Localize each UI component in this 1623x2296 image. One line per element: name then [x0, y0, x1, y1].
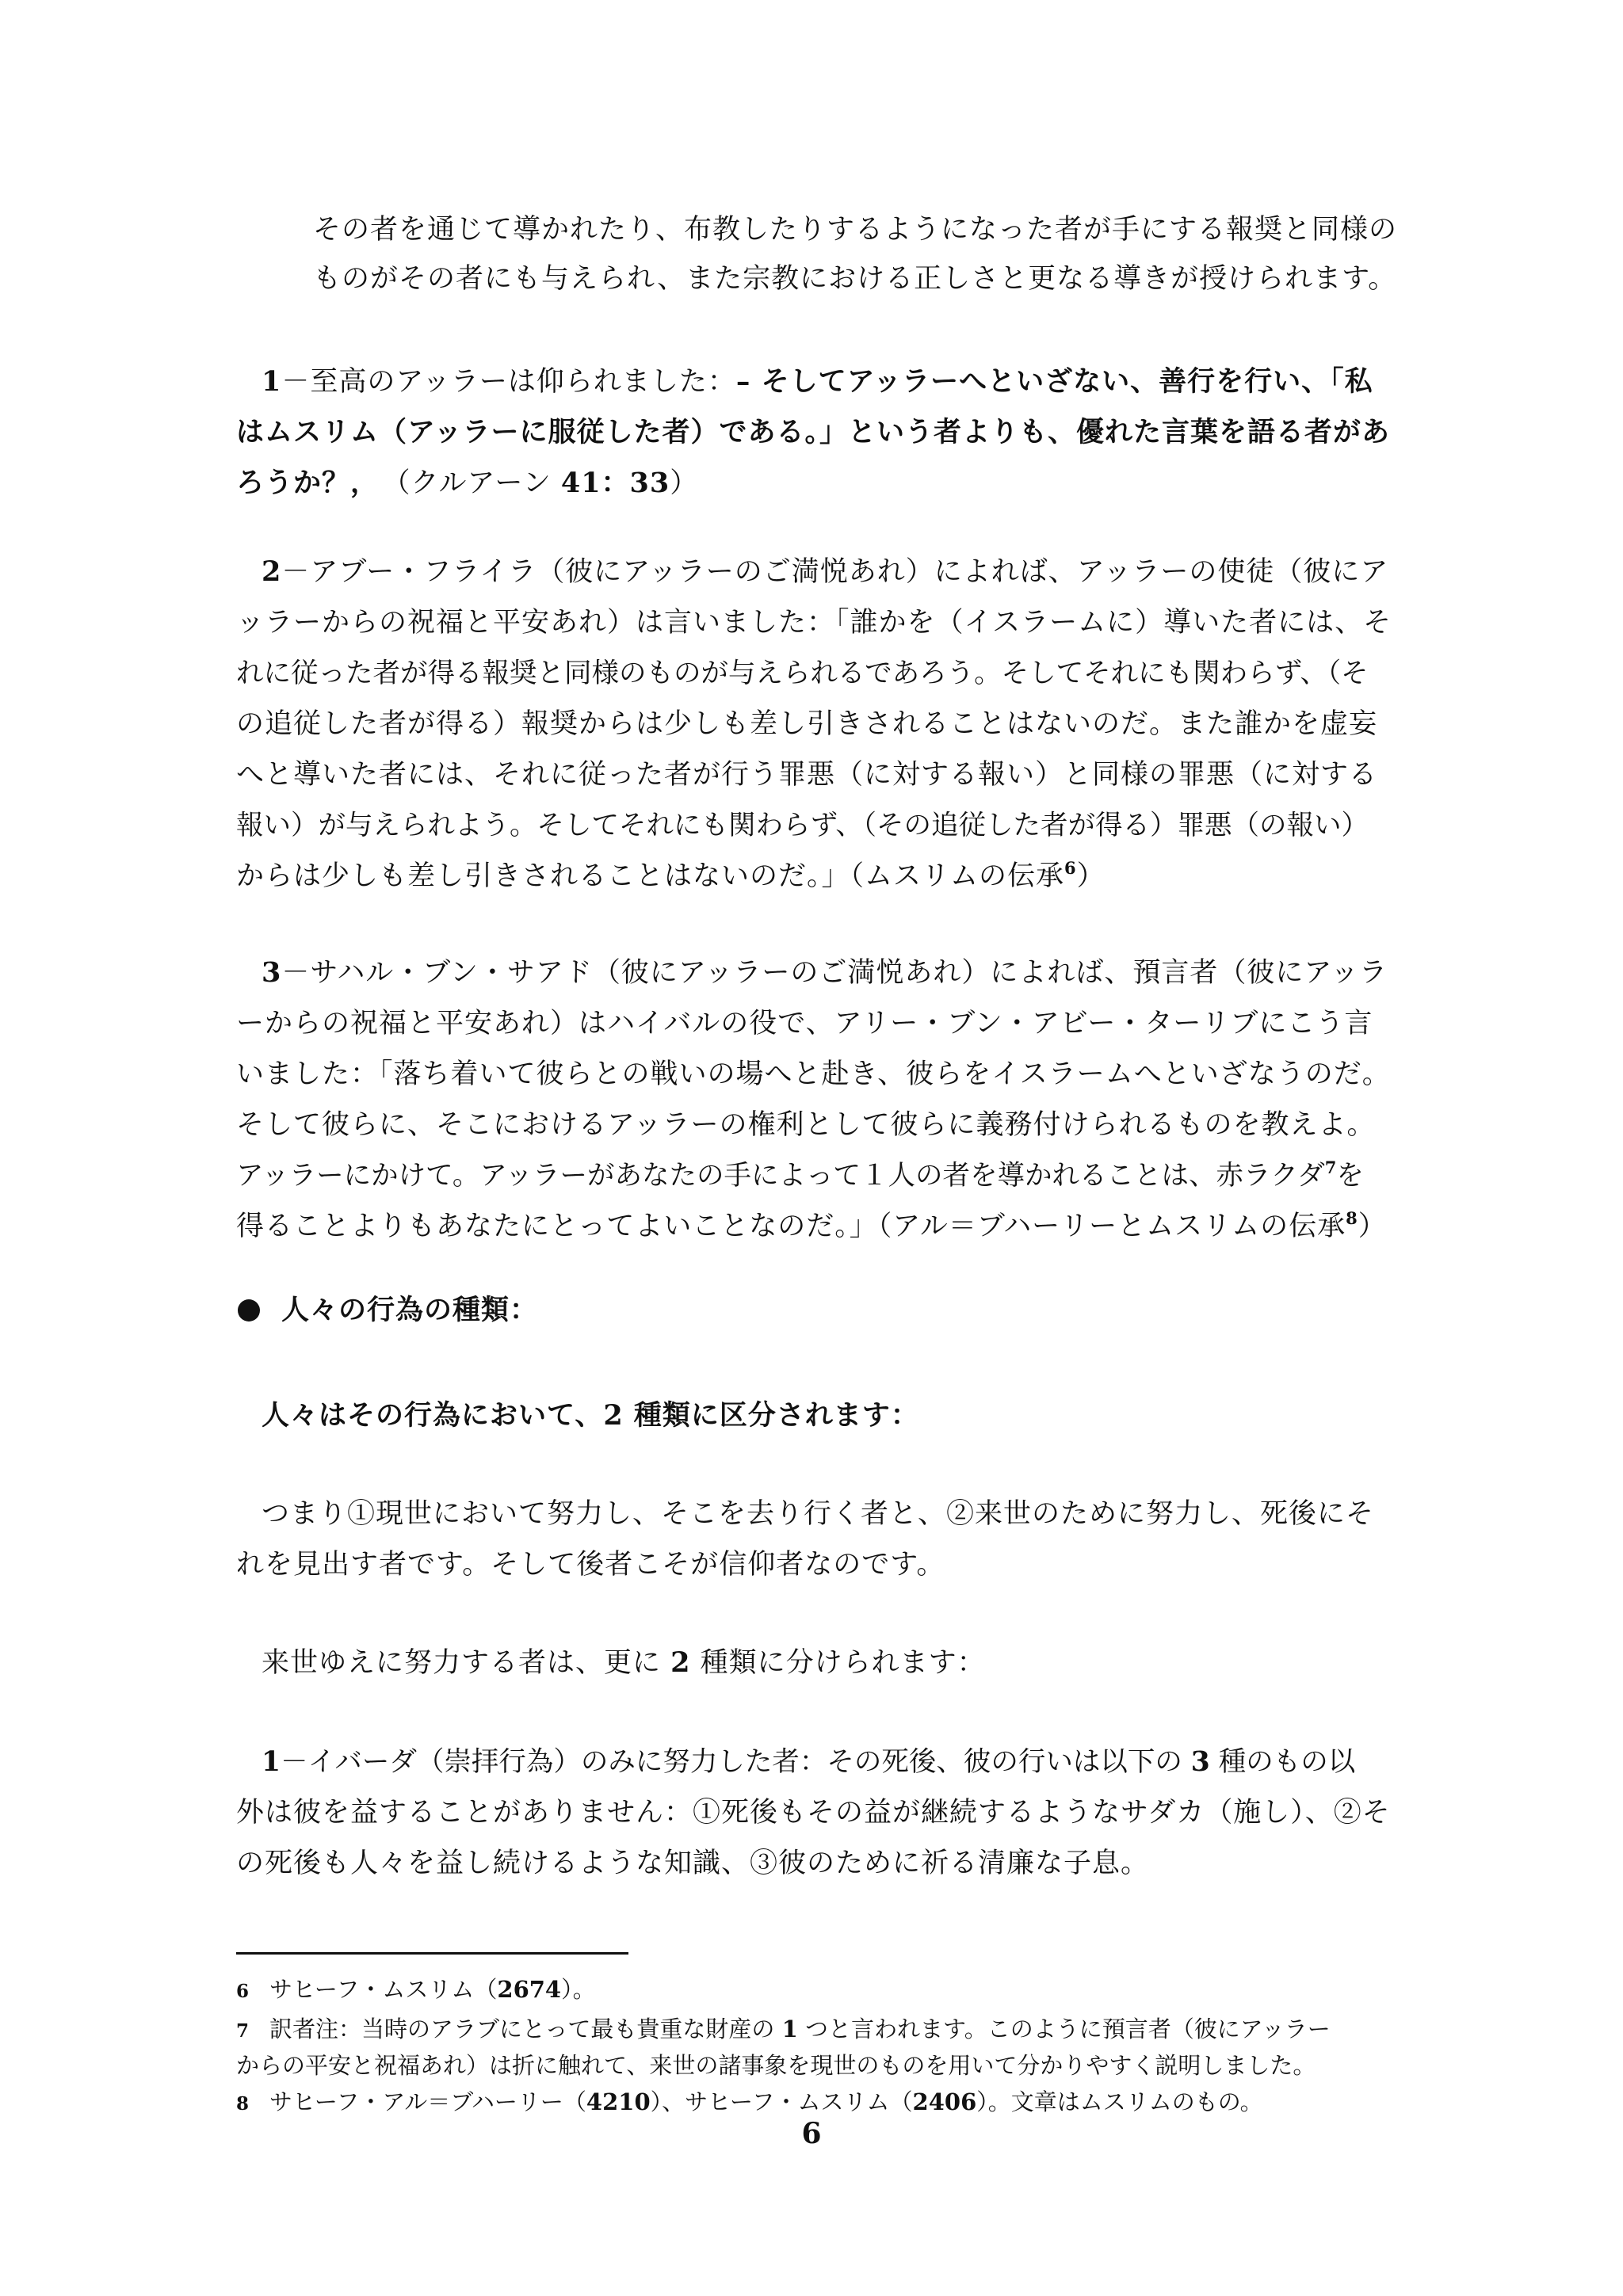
p2-text-7: からは少しも差し引きされることはないのだ。」（ムスリムの伝承 [236, 860, 1065, 892]
footnote-7 [236, 2011, 1331, 2047]
p6-number: 1 [262, 1746, 281, 1778]
subheading [262, 1390, 919, 1441]
page-number: 6 [801, 2117, 822, 2150]
subheading-text-a: 人々はその行為において、 [262, 1399, 604, 1432]
p3-number: 3 [262, 956, 282, 989]
p5-text-b: 種類に分けられます： [690, 1647, 986, 1679]
p1-intro-text: －至高のアッラーは仰られました： [281, 366, 736, 398]
footnote-text: ）。 [561, 1976, 596, 2003]
p2-line-5: へと導いた者には、それに従った者が行う罪悪（に対する報い）と同様の罪悪（に対する [236, 759, 1378, 791]
section-heading: 人々の行為の種類： [281, 1294, 539, 1326]
p2-line-6: 報い）が与えられよう。そしてそれにも関わらず、（その追従した者が得る）罪悪（の報い） [236, 810, 1369, 841]
p6-line-2: 外は彼を益することがありません：①死後もその益が継続するようなサダカ（施し）、②そ [236, 1797, 1391, 1829]
p2-text-1: －アブー・フライラ（彼にアッラーのご満悦あれ）によれば、アッラーの使徒（彼にア [281, 556, 1389, 588]
intro-line-1: その者を通じて導かれたり、布教したりするようになった者が手にする報奨と同様の [313, 214, 1398, 246]
p1-line-3 [236, 458, 698, 509]
p3-text-6: 得ることよりもあなたにとってよいことなのだ。」（アル＝ブハーリーとムスリムの伝承 [236, 1211, 1346, 1242]
p3-line-4: そして彼らに、そこにおけるアッラーの権利として彼らに義務付けられるものを教えよ。 [236, 1109, 1376, 1141]
footnote-7-continued: からの平安と祝福あれ）は折に触れて、来世の諸事象を現世のものを用いて分かりやすく説明しました。 [236, 2052, 1316, 2079]
p2-line-3: れに従った者が得る報奨と同様のものが与えられるであろう。そしてそれにも関わらず、（そ [236, 658, 1369, 689]
p4-line-2: れを見出す者です。そして後者こそが信仰者なのです。 [236, 1549, 945, 1581]
p2-line-1 [262, 547, 1388, 597]
citation-verse: 41：33 [560, 467, 670, 499]
bullet-icon [238, 1299, 260, 1322]
p3-text-1: －サハル・ブン・サアド（彼にアッラーのご満悦あれ）によれば、預言者（彼にアッラ [281, 957, 1388, 989]
p6-line-1 [262, 1737, 1355, 1787]
p2-line-2: ッラーからの祝福と平安あれ）は言いました：「誰かを（イスラームに）導いた者には、そ [236, 607, 1392, 639]
citation-close: ） [670, 467, 699, 499]
footnote-ref-7[interactable]: 7 [1324, 1158, 1337, 1177]
p3-line-1 [262, 948, 1388, 998]
p2-number: 2 [262, 555, 282, 588]
citation-open: （クルアーン [396, 467, 561, 499]
footnote-number: 1 [781, 2016, 798, 2042]
p5-number: 2 [670, 1646, 691, 1679]
p1-line-2: はムスリム（アッラーに服従した者）である。」という者よりも、優れた言葉を語る者があ [236, 416, 1391, 448]
p1-line-1 [262, 357, 1373, 407]
footnote-mark: 7 [236, 2020, 250, 2042]
p2-line-7 [236, 851, 1106, 902]
p3-line-2: ーからの祝福と平安あれ）はハイバルの役で、アリー・ブン・アビー・ターリブにこう言 [236, 1008, 1373, 1039]
p3-text-6-close: ） [1358, 1211, 1387, 1242]
footnote-ref-8[interactable]: 8 [1346, 1208, 1358, 1228]
footnote-number: 4210 [586, 2088, 651, 2115]
p6-text-1a: －イバーダ（崇拝行為）のみに努力した者：その死後、彼の行いは以下の [281, 1746, 1191, 1778]
subheading-number: 2 [603, 1399, 624, 1432]
footnote-text: サヒーフ・ムスリム（ [269, 1976, 498, 2003]
p3-line-5 [236, 1150, 1364, 1201]
p6-count: 3 [1190, 1746, 1210, 1778]
footnote-text: ）。文章はムスリムのもの。 [976, 2088, 1263, 2115]
p2-line-4: の追従した者が得る）報奨からは少しも差し引きされることはないのだ。また誰かを虚妄 [236, 708, 1378, 740]
quran-quote-end: ろうか？， [236, 467, 380, 499]
intro-line-2: ものがその者にも与えられ、また宗教における正しさと更なる導きが授けられます。 [313, 263, 1397, 295]
p1-number: 1 [262, 365, 282, 398]
footnote-text: サヒーフ・アル＝ブハーリー（ [269, 2088, 586, 2115]
p2-text-7-close: ） [1076, 860, 1106, 892]
p6-text-1b: 種のもの以 [1209, 1746, 1356, 1778]
subheading-text-b: 種類に区分されます： [623, 1399, 919, 1432]
footnote-6 [236, 1971, 596, 2008]
p3-text-5: アッラーにかけて。アッラーがあなたの手によって１人の者を導かれることは、赤ラクダ [236, 1160, 1325, 1192]
p5-text-a: 来世ゆえに努力する者は、更に [262, 1647, 671, 1679]
quran-quote-start: – そしてアッラーへといざない、善行を行い、「私 [735, 365, 1373, 398]
footnote-number: 2674 [497, 1976, 562, 2003]
footnote-text: 訳者注：当時のアラブにとって最も貴重な財産の [269, 2016, 782, 2042]
p4-line-1: つまり①現世において努力し、そこを去り行く者と、②来世のために努力し、死後にそ [262, 1498, 1375, 1530]
footnote-text: つと言われます。このように預言者（彼にアッラー [797, 2016, 1331, 2042]
footnote-ref-6[interactable]: 6 [1064, 858, 1077, 878]
footnote-separator [236, 1952, 628, 1955]
p6-line-3: の死後も人々を益し続けるような知識、③彼のために祈る清廉な子息。 [236, 1848, 1150, 1879]
footnote-text: ）、サヒーフ・ムスリム（ [650, 2088, 913, 2115]
p3-text-5-end: を [1336, 1160, 1364, 1192]
p3-line-6 [236, 1201, 1387, 1252]
p3-line-3: いました：「落ち着いて彼らとの戦いの場へと赴き、彼らをイスラームへといざなうのだ。 [236, 1058, 1391, 1090]
p5-line [262, 1638, 986, 1688]
footnote-mark: 6 [236, 1981, 250, 2002]
footnote-number: 2406 [912, 2088, 977, 2115]
footnote-mark: 8 [236, 2093, 250, 2115]
